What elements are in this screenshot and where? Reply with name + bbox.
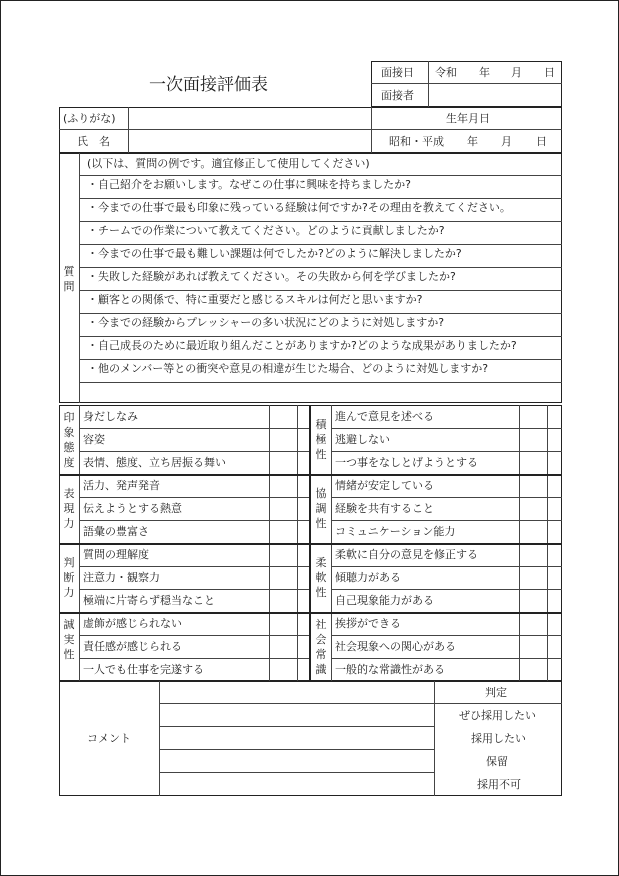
score-cell[interactable] [270, 659, 296, 680]
interview-date-label: 面接日 [381, 66, 414, 79]
interview-date-era: 令和 [435, 66, 457, 79]
birthdate-field[interactable] [372, 130, 561, 152]
score-cell[interactable] [520, 590, 546, 611]
score-cell[interactable] [520, 567, 546, 588]
criteria-item-left: 身だしなみ [83, 410, 138, 423]
score-cell[interactable] [270, 567, 296, 588]
questions-section-label: 質 問 [63, 265, 75, 293]
criteria-item-right: 進んで意見を述べる [335, 410, 434, 423]
score-cell[interactable] [270, 521, 296, 542]
score-cell[interactable] [270, 613, 296, 634]
criteria-item-right: 経験を共有すること [335, 502, 434, 515]
criteria-item-right: 一つ事をなしとげようとする [335, 456, 478, 469]
birth-year: 年 [467, 135, 478, 148]
birth-era: 昭和・平成 [389, 135, 444, 148]
criteria-category-right: 協 調 性 [315, 487, 327, 530]
score-cell[interactable] [270, 429, 296, 450]
question-answer-area[interactable] [80, 291, 561, 311]
score-cell[interactable] [270, 590, 296, 611]
question-item: ・顧客との関係で、特に重要だと感じるスキルは何だと思いますか? [87, 293, 423, 306]
score-cell[interactable] [520, 406, 546, 427]
interviewer-field[interactable] [429, 84, 561, 106]
criteria-item-right: 自己現象能力がある [335, 594, 434, 607]
judgment-label: 判定 [485, 686, 507, 699]
criteria-item-right: 傾聴力がある [335, 571, 401, 584]
furigana-label: (ふりがな) [63, 112, 116, 125]
criteria-category-right: 柔 軟 性 [315, 556, 327, 599]
criteria-item-left: 虚飾が感じられない [83, 617, 182, 630]
question-answer-area[interactable] [80, 176, 561, 196]
score-cell[interactable] [270, 544, 296, 565]
criteria-item-left: 極端に片寄らず穏当なこと [83, 594, 215, 607]
page-title: 一次面接評価表 [149, 75, 268, 95]
score-cell[interactable] [520, 521, 546, 542]
criteria-item-right: 社会現象への関心がある [335, 640, 456, 653]
score-cell[interactable] [520, 544, 546, 565]
criteria-item-left: 責任感が感じられる [83, 640, 182, 653]
question-item: ・チームでの作業について教えてください。どのように貢献しましたか? [87, 224, 445, 237]
question-item: ・自己成長のために最近取り組んだことがありますか?どのような成果がありましたか? [87, 339, 517, 352]
score-cell[interactable] [520, 636, 546, 657]
furigana-field[interactable] [129, 108, 370, 128]
score-cell[interactable] [520, 498, 546, 519]
interview-date-month: 月 [511, 66, 522, 79]
score-cell[interactable] [270, 406, 296, 427]
question-answer-area[interactable] [80, 222, 561, 242]
question-answer-area[interactable] [80, 268, 561, 288]
score-cell[interactable] [520, 659, 546, 680]
interview-date-year: 年 [479, 66, 490, 79]
question-item: ・今までの仕事で最も印象に残っている経験は何ですか?その理由を教えてください。 [87, 201, 511, 214]
birthdate-label: 生年月日 [446, 112, 490, 125]
question-item: ・他のメンバー等との衝突や意見の相違が生じた場合、どのように対処しますか? [87, 362, 489, 375]
questions-note: (以下は、質問の例です。適宜修正して使用してください) [87, 157, 370, 170]
question-item: ・自己紹介をお願いします。なぜこの仕事に興味を持ちましたか? [87, 178, 411, 191]
criteria-category-left: 誠 実 性 [63, 618, 75, 661]
judgment-option[interactable]: 保留 [486, 755, 508, 768]
question-item: ・今までの経験からプレッシャーの多い状況にどのように対処しますか? [87, 316, 445, 329]
question-item: ・今までの仕事で最も難しい課題は何でしたか?どのように解決しましたか? [87, 247, 462, 260]
score-cell[interactable] [270, 636, 296, 657]
criteria-item-right: 情緒が安定している [335, 479, 434, 492]
comment-label: コメント [87, 732, 131, 745]
question-answer-area[interactable] [80, 360, 561, 380]
judgment-option[interactable]: 採用したい [471, 732, 526, 745]
criteria-category-right: 積 極 性 [315, 418, 327, 461]
criteria-category-left: 判 断 力 [63, 556, 75, 599]
criteria-item-right: 挨拶ができる [335, 617, 401, 630]
score-cell[interactable] [520, 475, 546, 496]
criteria-item-left: 容姿 [83, 433, 105, 446]
criteria-item-left: 注意力・観察力 [83, 571, 160, 584]
question-answer-area[interactable] [80, 199, 561, 219]
criteria-item-left: 表情、態度、立ち居振る舞い [83, 456, 226, 469]
criteria-item-left: 一人でも仕事を完遂する [83, 663, 204, 676]
criteria-item-right: 柔軟に自分の意見を修正する [335, 548, 478, 561]
criteria-item-left: 伝えようとする熱意 [83, 502, 182, 515]
criteria-category-right: 社 会 常 識 [315, 618, 327, 676]
birth-month: 月 [501, 135, 512, 148]
question-answer-area[interactable] [80, 314, 561, 334]
question-answer-area[interactable] [80, 337, 561, 357]
score-cell[interactable] [520, 429, 546, 450]
birth-day: 日 [536, 135, 547, 148]
criteria-item-left: 語彙の豊富さ [83, 525, 149, 538]
interview-date-day: 日 [544, 66, 555, 79]
question-answer-area[interactable] [80, 245, 561, 265]
score-cell[interactable] [270, 452, 296, 473]
judgment-option[interactable]: 採用不可 [477, 778, 521, 791]
criteria-item-right: コミュニケーション能力 [335, 525, 456, 538]
question-item: ・失敗した経験があれば教えてください。その失敗から何を学びましたか? [87, 270, 456, 283]
name-label: 氏 名 [77, 135, 110, 148]
criteria-category-left: 表 現 力 [63, 487, 75, 530]
judgment-option[interactable]: ぜひ採用したい [459, 709, 536, 722]
criteria-item-right: 一般的な常識性がある [335, 663, 445, 676]
score-cell[interactable] [270, 498, 296, 519]
score-cell[interactable] [520, 452, 546, 473]
criteria-item-right: 逃避しない [335, 433, 390, 446]
criteria-item-left: 活力、発声発音 [83, 479, 160, 492]
criteria-item-left: 質問の理解度 [83, 548, 149, 561]
score-cell[interactable] [520, 613, 546, 634]
interview-date-field[interactable] [429, 62, 561, 82]
interviewer-label: 面接者 [381, 89, 414, 102]
name-field[interactable] [129, 130, 370, 152]
score-cell[interactable] [270, 475, 296, 496]
criteria-category-left: 印 象 態 度 [63, 411, 75, 469]
comment-field[interactable] [160, 682, 433, 795]
